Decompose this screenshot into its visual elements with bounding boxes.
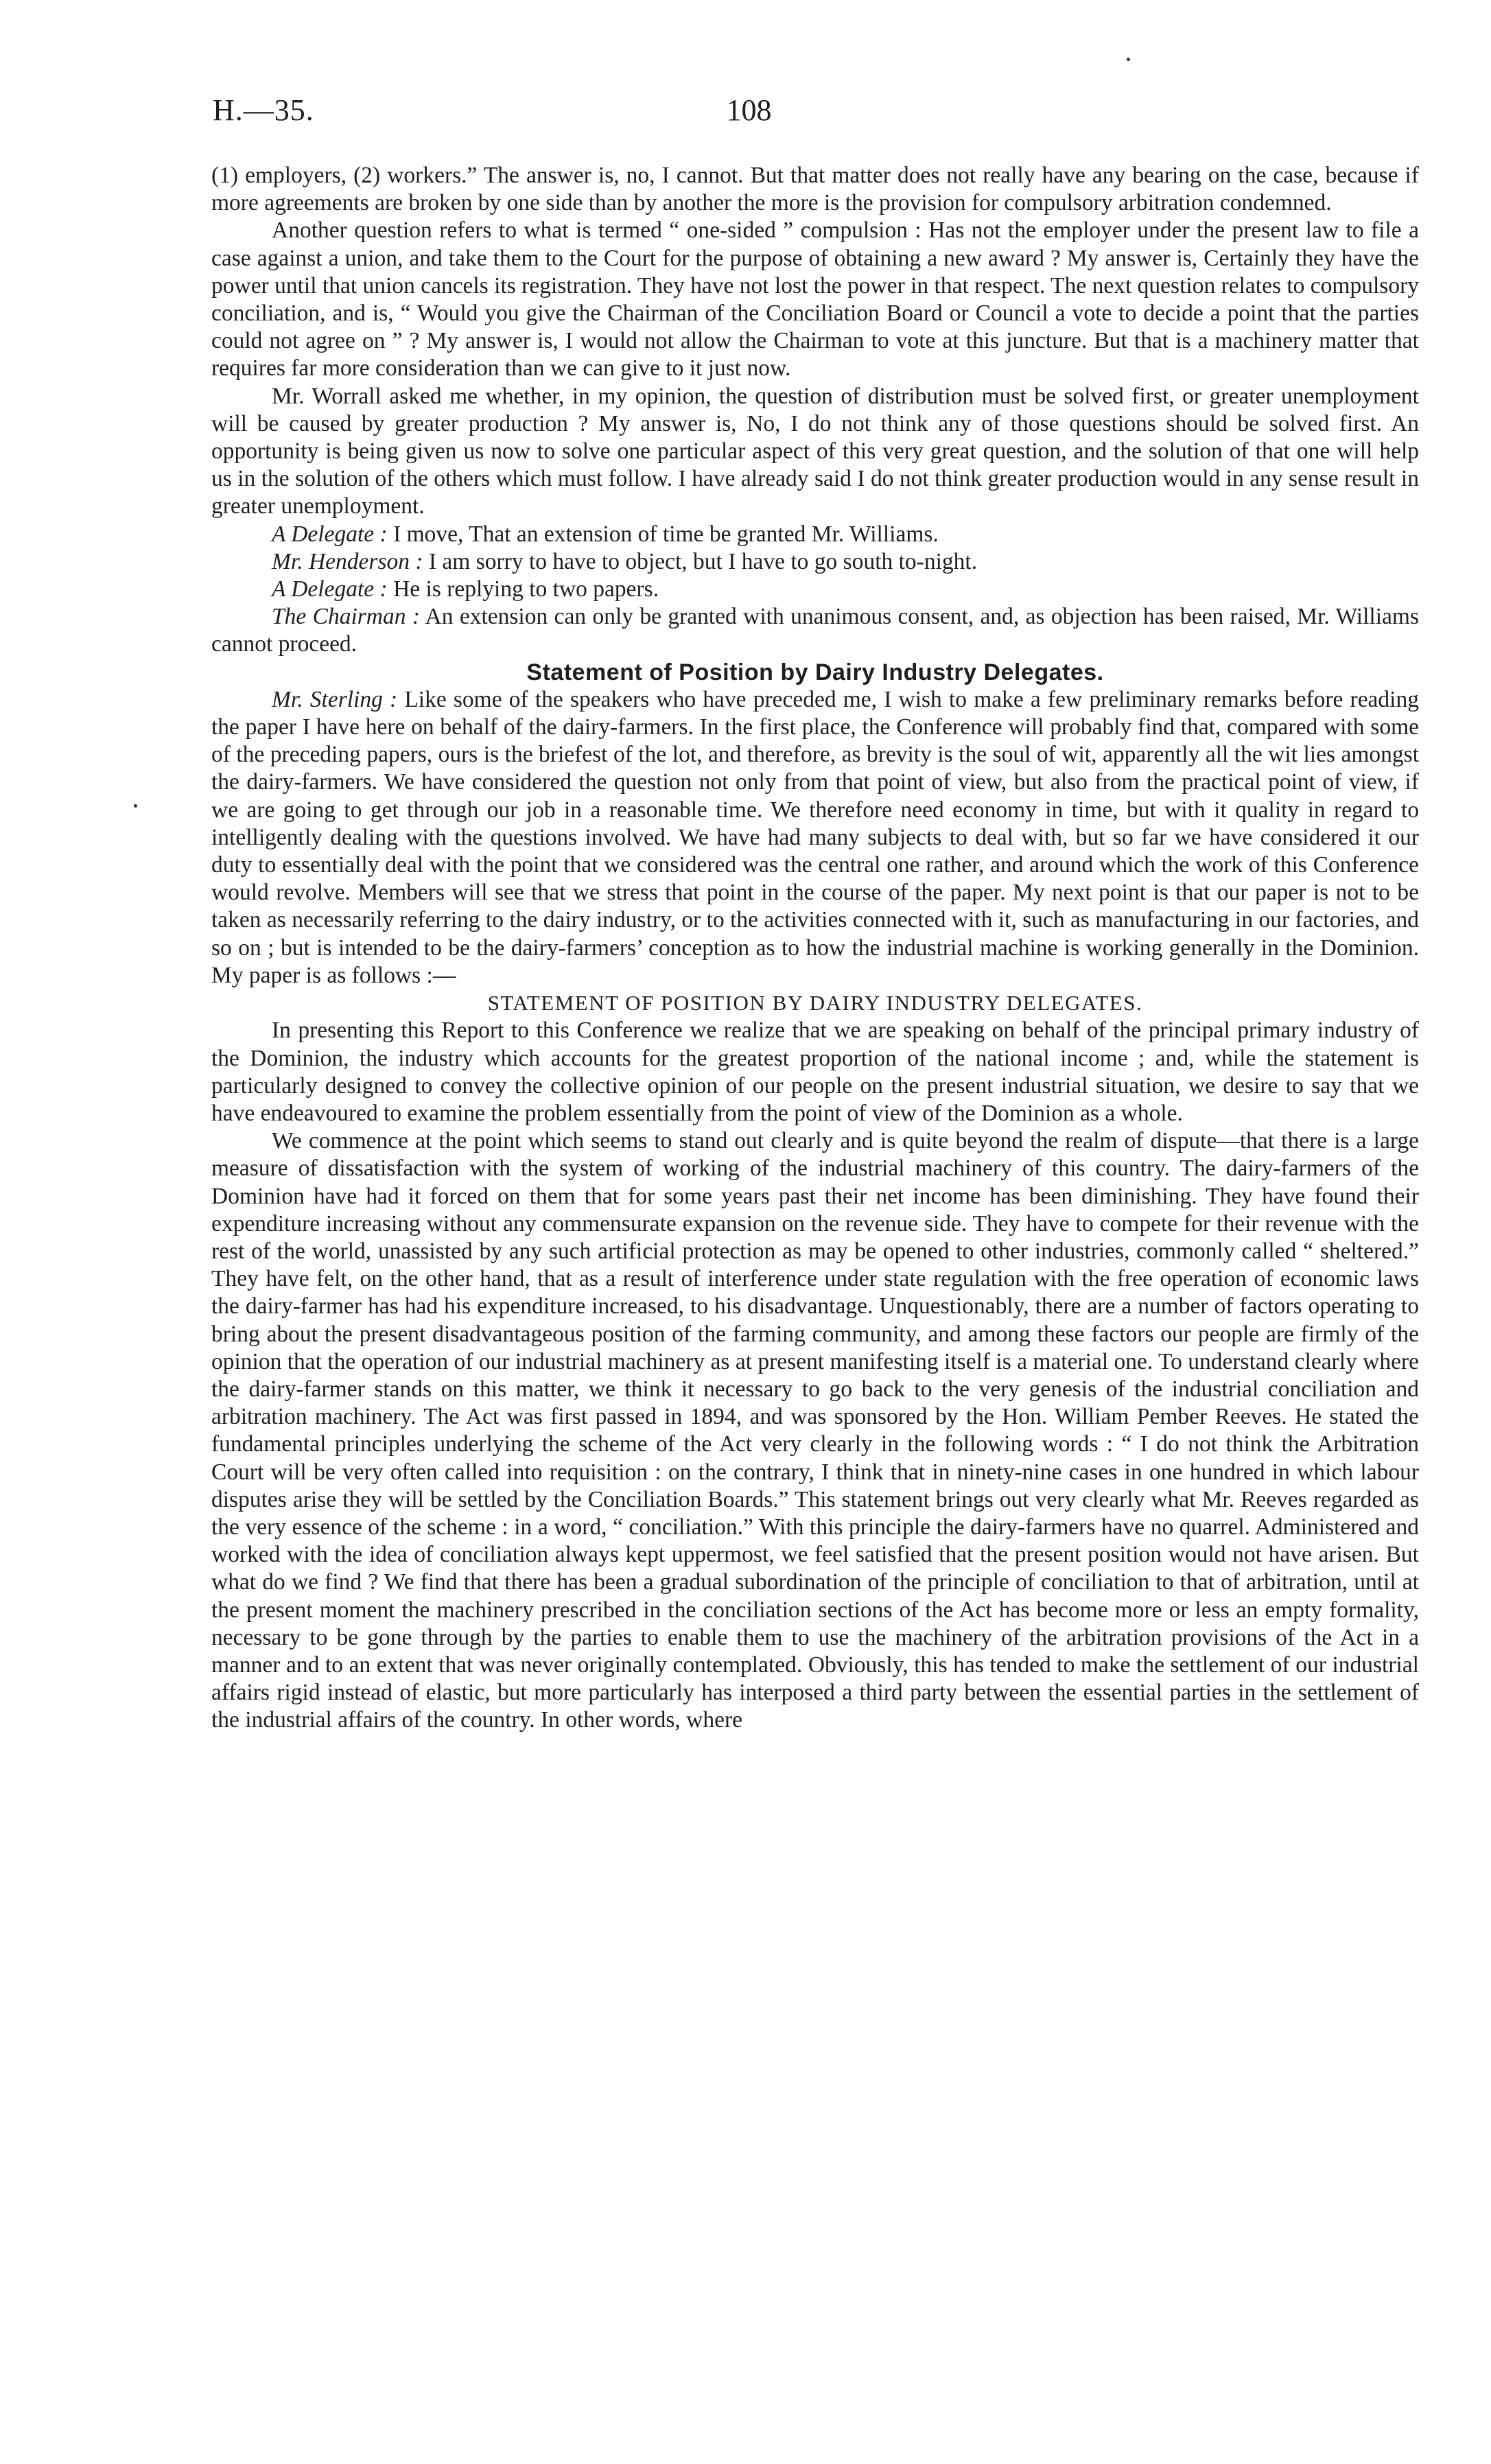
speaker-name: A Delegate : bbox=[272, 521, 388, 547]
page-number: 108 bbox=[726, 93, 772, 127]
section-heading: Statement of Position by Dairy Industry Delegates. bbox=[526, 659, 1104, 685]
dialogue-line bbox=[211, 603, 1419, 658]
paragraph: Mr. Worrall asked me whether, in my opinion, the question of distribution must be solved first, or greater unemployment will be caused by greater production ? My answer is, No, I do not think any of those questions should be solved first. An opportunity is being given us now to solve one particular aspect of this very great question, and the solution of that one will help us in the solution of the others which must follow. I have already said I do not think greater production would in any sense result in greater unemployment. bbox=[211, 383, 1419, 519]
scan-speck bbox=[1127, 58, 1130, 61]
dialogue-text: I move, That an extension of time be granted Mr. Williams. bbox=[387, 521, 939, 547]
scan-speck bbox=[134, 804, 137, 808]
dialogue-line bbox=[211, 576, 1419, 603]
speaker-name: Mr. Henderson : bbox=[272, 548, 423, 574]
speech-paragraph bbox=[211, 686, 1419, 989]
body-text bbox=[211, 162, 1419, 1735]
paragraph: In presenting this Report to this Conference we realize that we are speaking on behalf of the principal primary industry of the Dominion, the industry which accounts for the greatest proportion of the national income ; and, while the statement is particularly designed to convey the collective opinion of our people on the present industrial situation, we desire to say that we have endeavoured to examine the problem essentially from the point of view of the Dominion as a whole. bbox=[211, 1018, 1419, 1126]
paragraph: Another question refers to what is termed “ one-sided ” compulsion : Has not the employer under the present law to file a case against a union, and take them to the Court for the purpose of obtaining a new award ? My answer is, Certainly they have the power until that union cancels its registration. They have not lost the power in that respect. The next question relates to compulsory conciliation, and is, “ Would you give the Chairman of the Conciliation Board or Council a vote to decide a point that the parties could not agree on ” ? My answer is, I would not allow the Chairman to vote at this juncture. But that is a machinery matter that requires far more consideration than we can give to it just now. bbox=[211, 218, 1419, 382]
dialogue-text: I am sorry to have to object, but I have to go south to-night. bbox=[423, 548, 978, 574]
speaker-name: The Chairman : bbox=[272, 604, 421, 630]
dialogue-line bbox=[211, 548, 1419, 576]
speaker-name: Mr. Sterling : bbox=[272, 686, 398, 712]
speaker-name: A Delegate : bbox=[272, 576, 388, 602]
paragraph: We commence at the point which seems to stand out clearly and is quite beyond the realm of dispute—that there is a large measure of dissatisfaction with the system of working of the industrial machinery of this country. The dairy-farmers of the Dominion have had it forced on them that for some years past their net income has been diminishing. They have found their expenditure increasing without any commensurate expansion on the revenue side. They have to compete for their revenue with the rest of the world, unassisted by any such artificial protection as may be opened to other industries, commonly called “ sheltered.” They have felt, on the other hand, that as a result of interference under state regulation with the free operation of economic laws the dairy-farmer has had his expenditure increased, to his disadvantage. Unquestionably, there are a number of factors operating to bring about the present disadvantageous position of the farming community, and among these factors our people are firmly of the opinion that the operation of our industrial machinery as at present manifesting itself is a material one. To understand clearly where the dairy-farmer stands on this matter, we think it necessary to go back to the very genesis of the industrial conciliation and arbitration machinery. The Act was first passed in 1894, and was sponsored by the Hon. William Pember Reeves. He stated the fundamental principles underlying the scheme of the Act very clearly in the following words : “ I do not think the Arbitration Court will be very often called into requisition : on the contrary, I think that in ninety-nine cases in one hundred in which labour disputes arise they will be settled by the Conciliation Boards.” This statement brings out very clearly what Mr. Reeves regarded as the very essence of the scheme : in a word, “ conciliation.” With this principle the dairy-farmers have no quarrel. Administered and worked with the idea of conciliation always kept uppermost, we feel satisfied that the present position would not have arisen. But what do we find ? We find that there has been a gradual subordination of the principle of conciliation to that of arbitration, until at the present moment the machinery prescribed in the conciliation sections of the Act has become more or less an empty formality, necessary to be gone through by the parties to enable them to use the machinery of the arbitration provisions of the Act in a manner and to an extent that was never originally contemplated. Obviously, this has tended to make the settlement of our industrial affairs rigid instead of elastic, but more particularly has interposed a third party between the essential parties in the settlement of the industrial affairs of the country. In other words, where bbox=[211, 1128, 1419, 1733]
paragraph: (1) employers, (2) workers.” The answer is, no, I cannot. But that matter does not really have any bearing on the case, because if more agreements are broken by one side than by another the more is the provision for compulsory arbitration condemned. bbox=[211, 163, 1419, 216]
document-reference: H.—35. bbox=[213, 93, 314, 127]
dialogue-line bbox=[211, 521, 1419, 548]
dialogue-text: An extension can only be granted with unanimous consent, and, as objection has been raised, Mr. Williams cannot proceed. bbox=[211, 604, 1419, 657]
speech-text: Like some of the speakers who have preceded me, I wish to make a few preliminary remarks before reading the paper I have here on behalf of the dairy-farmers. In the first place, the Conference will probably find that, compared with some of the preceding papers, ours is the briefest of the lot, and therefore, as brevity is the soul of wit, apparently all the wit lies amongst the dairy-farmers. We have considered the question not only from that point of view, but also from the practical point of view, if we are going to get through our job in a reasonable time. We therefore need economy in time, but with it quality in regard to intelligently dealing with the questions involved. We have had many subjects to deal with, but so far we have considered it our duty to essentially deal with the point that we considered was the central one rather, and around which the work of this Conference would revolve. Members will see that we stress that point in the course of the paper. My next point is that our paper is not to be taken as necessarily referring to the dairy industry, or to the activities connected with it, such as manufacturing in our factories, and so on ; but is intended to be the dairy-farmers’ conception as to how the industrial machine is working generally in the Dominion. My paper is as follows :— bbox=[211, 686, 1419, 988]
statement-title: STATEMENT OF POSITION BY DAIRY INDUSTRY DELEGATES. bbox=[487, 991, 1143, 1016]
dialogue-text: He is replying to two papers. bbox=[387, 576, 659, 602]
page-header bbox=[213, 93, 1285, 134]
